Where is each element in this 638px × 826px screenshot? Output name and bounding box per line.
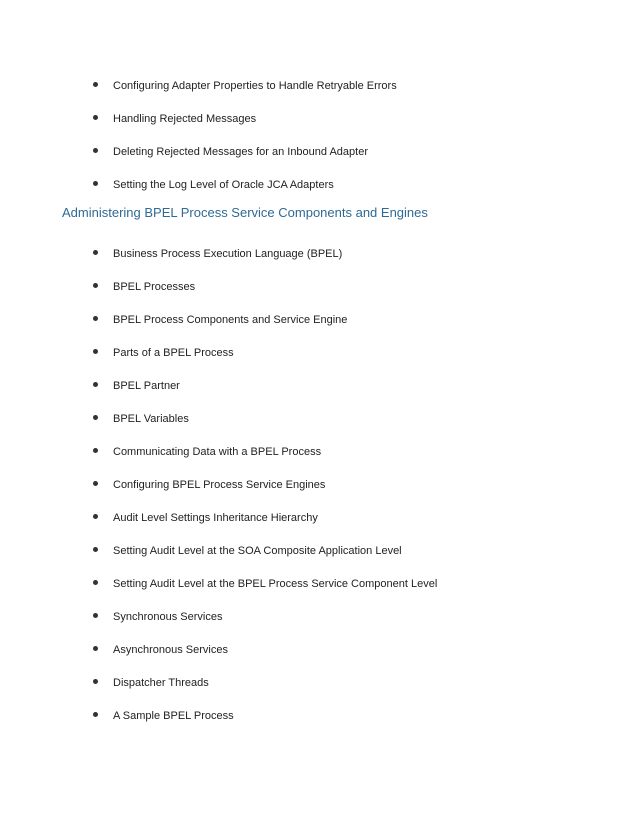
section-heading: Administering BPEL Process Service Components and Engines (62, 205, 428, 220)
bullet-icon (93, 580, 98, 585)
bullet-icon (93, 115, 98, 120)
list-item-label: Deleting Rejected Messages for an Inbound Adapter (113, 146, 368, 158)
list-item-label: Business Process Execution Language (BPEL) (113, 248, 343, 260)
list-item-label: BPEL Partner (113, 380, 180, 392)
list-item-label: Configuring BPEL Process Service Engines (113, 479, 326, 491)
bullet-icon (93, 382, 98, 387)
bullet-icon (93, 148, 98, 153)
list-item-label: Synchronous Services (113, 611, 223, 623)
list-item-label: Audit Level Settings Inheritance Hierarchy (113, 512, 318, 524)
bullet-icon (93, 181, 98, 186)
list-item-label: Setting Audit Level at the SOA Composite Application Level (113, 545, 402, 557)
list-item-label: Configuring Adapter Properties to Handle Retryable Errors (113, 80, 397, 92)
bullet-icon (93, 646, 98, 651)
list-item-label: Handling Rejected Messages (113, 113, 257, 125)
list-item-label: Asynchronous Services (113, 644, 228, 656)
bullet-icon (93, 82, 98, 87)
bullet-icon (93, 349, 98, 354)
bullet-icon (93, 481, 98, 486)
bullet-icon (93, 316, 98, 321)
list-item-label: BPEL Processes (113, 281, 196, 293)
list-item-label: Setting Audit Level at the BPEL Process Service Component Level (113, 578, 438, 590)
list-item-label: BPEL Process Components and Service Engine (113, 314, 348, 326)
bullet-icon (93, 514, 98, 519)
bullet-icon (93, 415, 98, 420)
list-item-label: Communicating Data with a BPEL Process (113, 446, 322, 458)
bullet-icon (93, 712, 98, 717)
bullet-icon (93, 448, 98, 453)
bullet-icon (93, 613, 98, 618)
list-item-label: Parts of a BPEL Process (113, 347, 234, 359)
bullet-icon (93, 547, 98, 552)
bullet-icon (93, 250, 98, 255)
list-item-label: A Sample BPEL Process (113, 710, 234, 722)
list-item-label: Dispatcher Threads (113, 677, 209, 689)
list-item-label: BPEL Variables (113, 413, 189, 425)
bullet-icon (93, 679, 98, 684)
bullet-icon (93, 283, 98, 288)
list-item-label: Setting the Log Level of Oracle JCA Adapters (113, 179, 334, 191)
